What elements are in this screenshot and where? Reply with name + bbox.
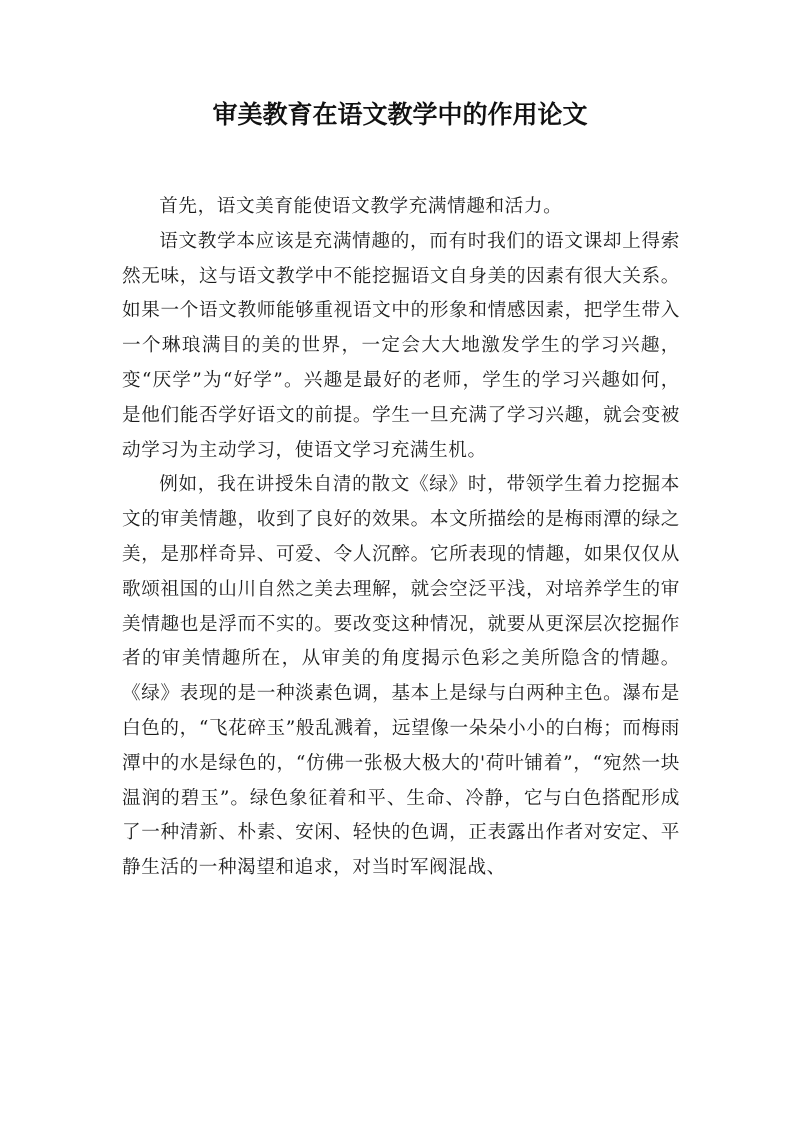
document-title: 审美教育在语文教学中的作用论文: [212, 100, 588, 129]
paragraph-3: 例如，我在讲授朱自清的散文《绿》时，带领学生着力挖掘本文的审美情趣，收到了良好的效果。本文所描绘的是梅雨潭的绿之美，是那样奇异、可爱、令人沉醉。它所表现的情趣，如果仅仅从歌颂祖国的山川自然之美去理解，就会空泛平浅，对培养学生的审美情趣也是浮而不实的。要改变这种情况，就要从更深层次挖掘作者的审美情趣所在，从审美的角度揭示色彩之美所隐含的情趣。《绿》表现的是一种淡素色调，基本上是绿与白两种主色。瀑布是白色的，“飞花碎玉”般乱溅着，远望像一朵朵小小的白梅；而梅雨潭中的水是绿色的，“仿佛一张极大极大的'荷叶铺着”，“宛然一块温润的碧玉”。绿色象征着和平、生命、冷静，它与白色搭配形成了一种清新、朴素、安闲、轻快的色调，正表露出作者对安定、平静生活的一种渴望和追求，对当时军阀混战、: [122, 474, 680, 879]
paragraph-2: 语文教学本应该是充满情趣的，而有时我们的语文课却上得索然无味，这与语文教学中不能挖掘语文自身美的因素有很大关系。如果一个语文教师能够重视语文中的形象和情感因素，把学生带入一个琳琅满目的美的世界，一定会大大地激发学生的学习兴趣，变“厌学”为“好学”。兴趣是最好的老师，学生的学习兴趣如何，是他们能否学好语文的前提。学生一旦充满了学习兴趣，就会变被动学习为主动学习，使语文学习充满生机。: [122, 230, 680, 461]
document-body: [122, 190, 680, 886]
paragraph-1: 首先，语文美育能使语文教学充满情趣和活力。: [159, 196, 563, 217]
